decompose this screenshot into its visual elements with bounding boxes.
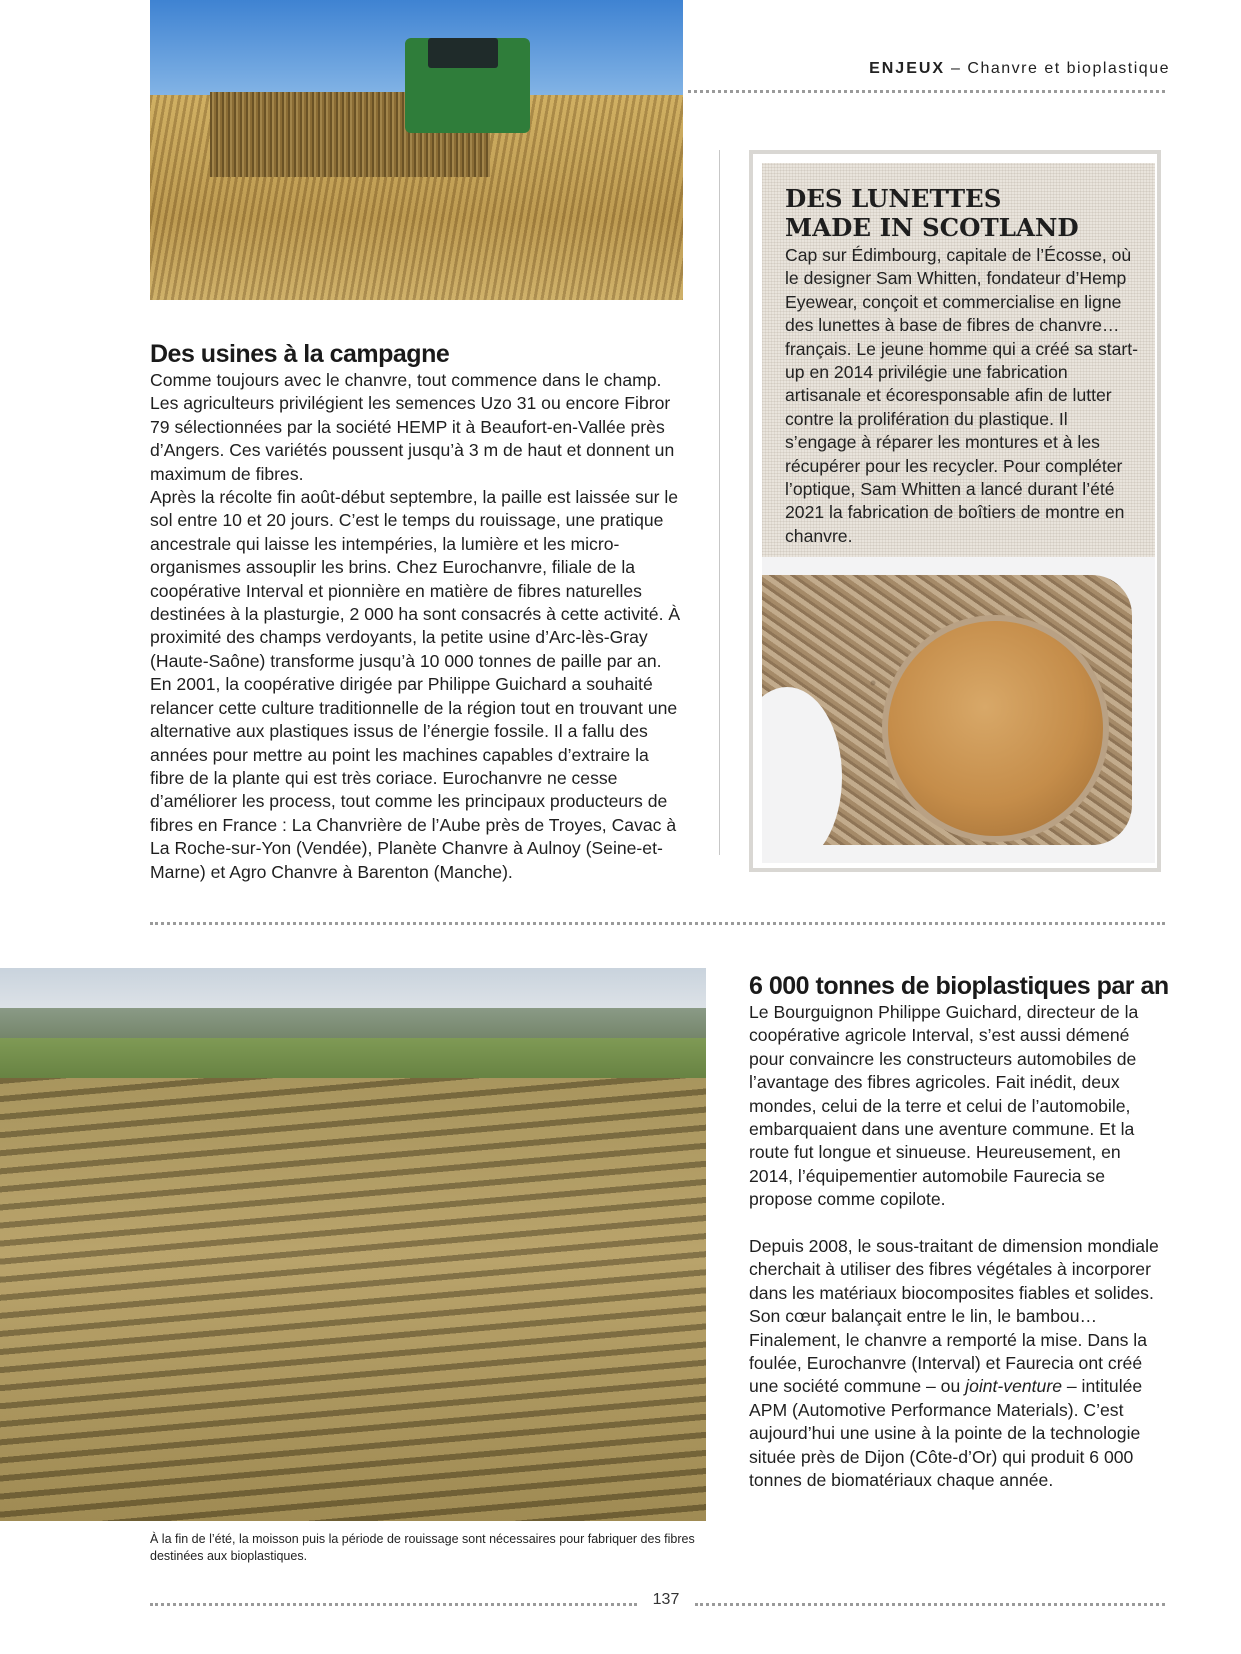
sidebar-title: [785, 184, 1145, 242]
section-separator: –: [945, 60, 968, 77]
section-topic: Chanvre et bioplastique: [967, 60, 1170, 77]
photo-straw-swaths: [0, 1078, 706, 1521]
section-name: ENJEUX: [869, 60, 946, 77]
column-divider: [719, 150, 720, 855]
article-right-paragraph: [749, 1235, 1169, 1492]
photo-combine-cab: [428, 38, 498, 68]
harvest-photo: [150, 0, 683, 300]
retting-field-photo: [0, 968, 706, 1521]
sidebar-title-line: DES LUNETTES: [785, 184, 1002, 213]
text-run: Depuis 2008, le sous-traitant de dimension mondiale cherchait à utiliser des fibres végétales à incorporer dans les matériaux biocomposites fiables et solides. Son cœur balançait entre le lin, le bambou… Finalement, le chanvre a remporté la mise. Dans la foulée, Eurochanvre (Interval) et Faurecia ont créé une société commune – ou: [749, 1236, 1159, 1397]
italic-term: joint-venture: [965, 1376, 1062, 1397]
article-left-title: Des usines à la campagne: [150, 340, 450, 368]
glasses-lens: [882, 615, 1109, 842]
page-number: 137: [652, 1591, 680, 1608]
sidebar-body: Cap sur Édimbourg, capitale de l’Écosse, où le designer Sam Whitten, fondateur d’Hemp Eyewear, conçoit et commercialise en ligne des lunettes à base de fibres de chanvre… français. Le jeune homme qui a créé sa start-up en 2014 privilégie une fabrication artisanale et écoresponsable afin de lutter contre la prolifération du plastique. Il s’engage à réparer les montures et à les récupérer pour les recycler. Pour compléter l’optique, Sam Whitten a lancé durant l’été 2021 la fabrication de boîtiers de montre en chanvre.: [785, 245, 1139, 546]
article-right-paragraph: Le Bourguignon Philippe Guichard, directeur de la coopérative agricole Interval, s’est aussi démené pour convaincre les constructeurs automobiles de l’avantage des fibres agricoles. Fait inédit, deux mondes, celui de la terre et celui de l’automobile, embarquaient dans une aventure commune. Et la route fut longue et sinueuse. Heureusement, en 2014, l’équipementier automobile Faurecia se propose comme copilote.: [749, 1002, 1139, 1210]
section-dotted-rule: [150, 922, 1165, 925]
photo-caption: À la fin de l’été, la moisson puis la période de rouissage sont nécessaires pour fabriquer des fibres destinées aux bioplastiques.: [150, 1532, 695, 1563]
hemp-glasses-photo: [762, 557, 1155, 863]
article-right-title: 6 000 tonnes de bioplastiques par an: [749, 972, 1169, 1000]
text-run: – intitulée APM (Automotive Performance Materials). C’est aujourd’hui une usine à la pointe de la technologie située près de Dijon (Côte-d’Or) qui produit 6 000 tonnes de biomatériaux chaque année.: [749, 1376, 1143, 1491]
article-right-body: [749, 1001, 1169, 1493]
running-head: [760, 60, 1170, 78]
footer-dotted-rule-right: [695, 1603, 1165, 1606]
article-left-paragraph: Comme toujours avec le chanvre, tout commence dans le champ. Les agriculteurs privilégient les semences Uzo 31 ou encore Fibror 79 sélectionnées par la société HEMP it à Beaufort-en-Vallée près d’Angers. Ces variétés poussent jusqu’à 3 m de haut et donnent un maximum de fibres.: [150, 370, 675, 484]
footer-dotted-rule-left: [150, 1603, 637, 1606]
header-dotted-rule: [688, 90, 1165, 93]
article-left-body: [150, 369, 685, 884]
sidebar-title-line: MADE IN SCOTLAND: [785, 213, 1079, 242]
article-left-paragraph: Après la récolte fin août-début septembre, la paille est laissée sur le sol entre 10 et 20 jours. C’est le temps du rouissage, une pratique ancestrale qui laisse les intempéries, la lumière et les micro-organismes assouplir les brins. Chez Eurochanvre, filiale de la coopérative Interval et pionnière en matière de fibres naturelles destinées à la plasturgie, 2 000 ha sont consacrés à cette activité. À proximité des champs verdoyants, la petite usine d’Arc-lès-Gray (Haute-Saône) transforme jusqu’à 10 000 tonnes de paille par an. En 2001, la coopérative dirigée par Philippe Guichard a souhaité relancer cette culture traditionnelle de la région tout en trouvant une alternative aux plastiques issus de l’énergie fossile. Il a fallu des années pour mettre au point les machines capables d’extraire la fibre de la plante qui est très coriace. Eurochanvre ne cesse d’améliorer les process, tout comme les principaux producteurs de fibres en France : La Chanvrière de l’Aube près de Troyes, Cavac à La Roche-sur-Yon (Vendée), Planète Chanvre à Aulnoy (Seine-et-Marne) et Agro Chanvre à Barenton (Manche).: [150, 487, 681, 882]
